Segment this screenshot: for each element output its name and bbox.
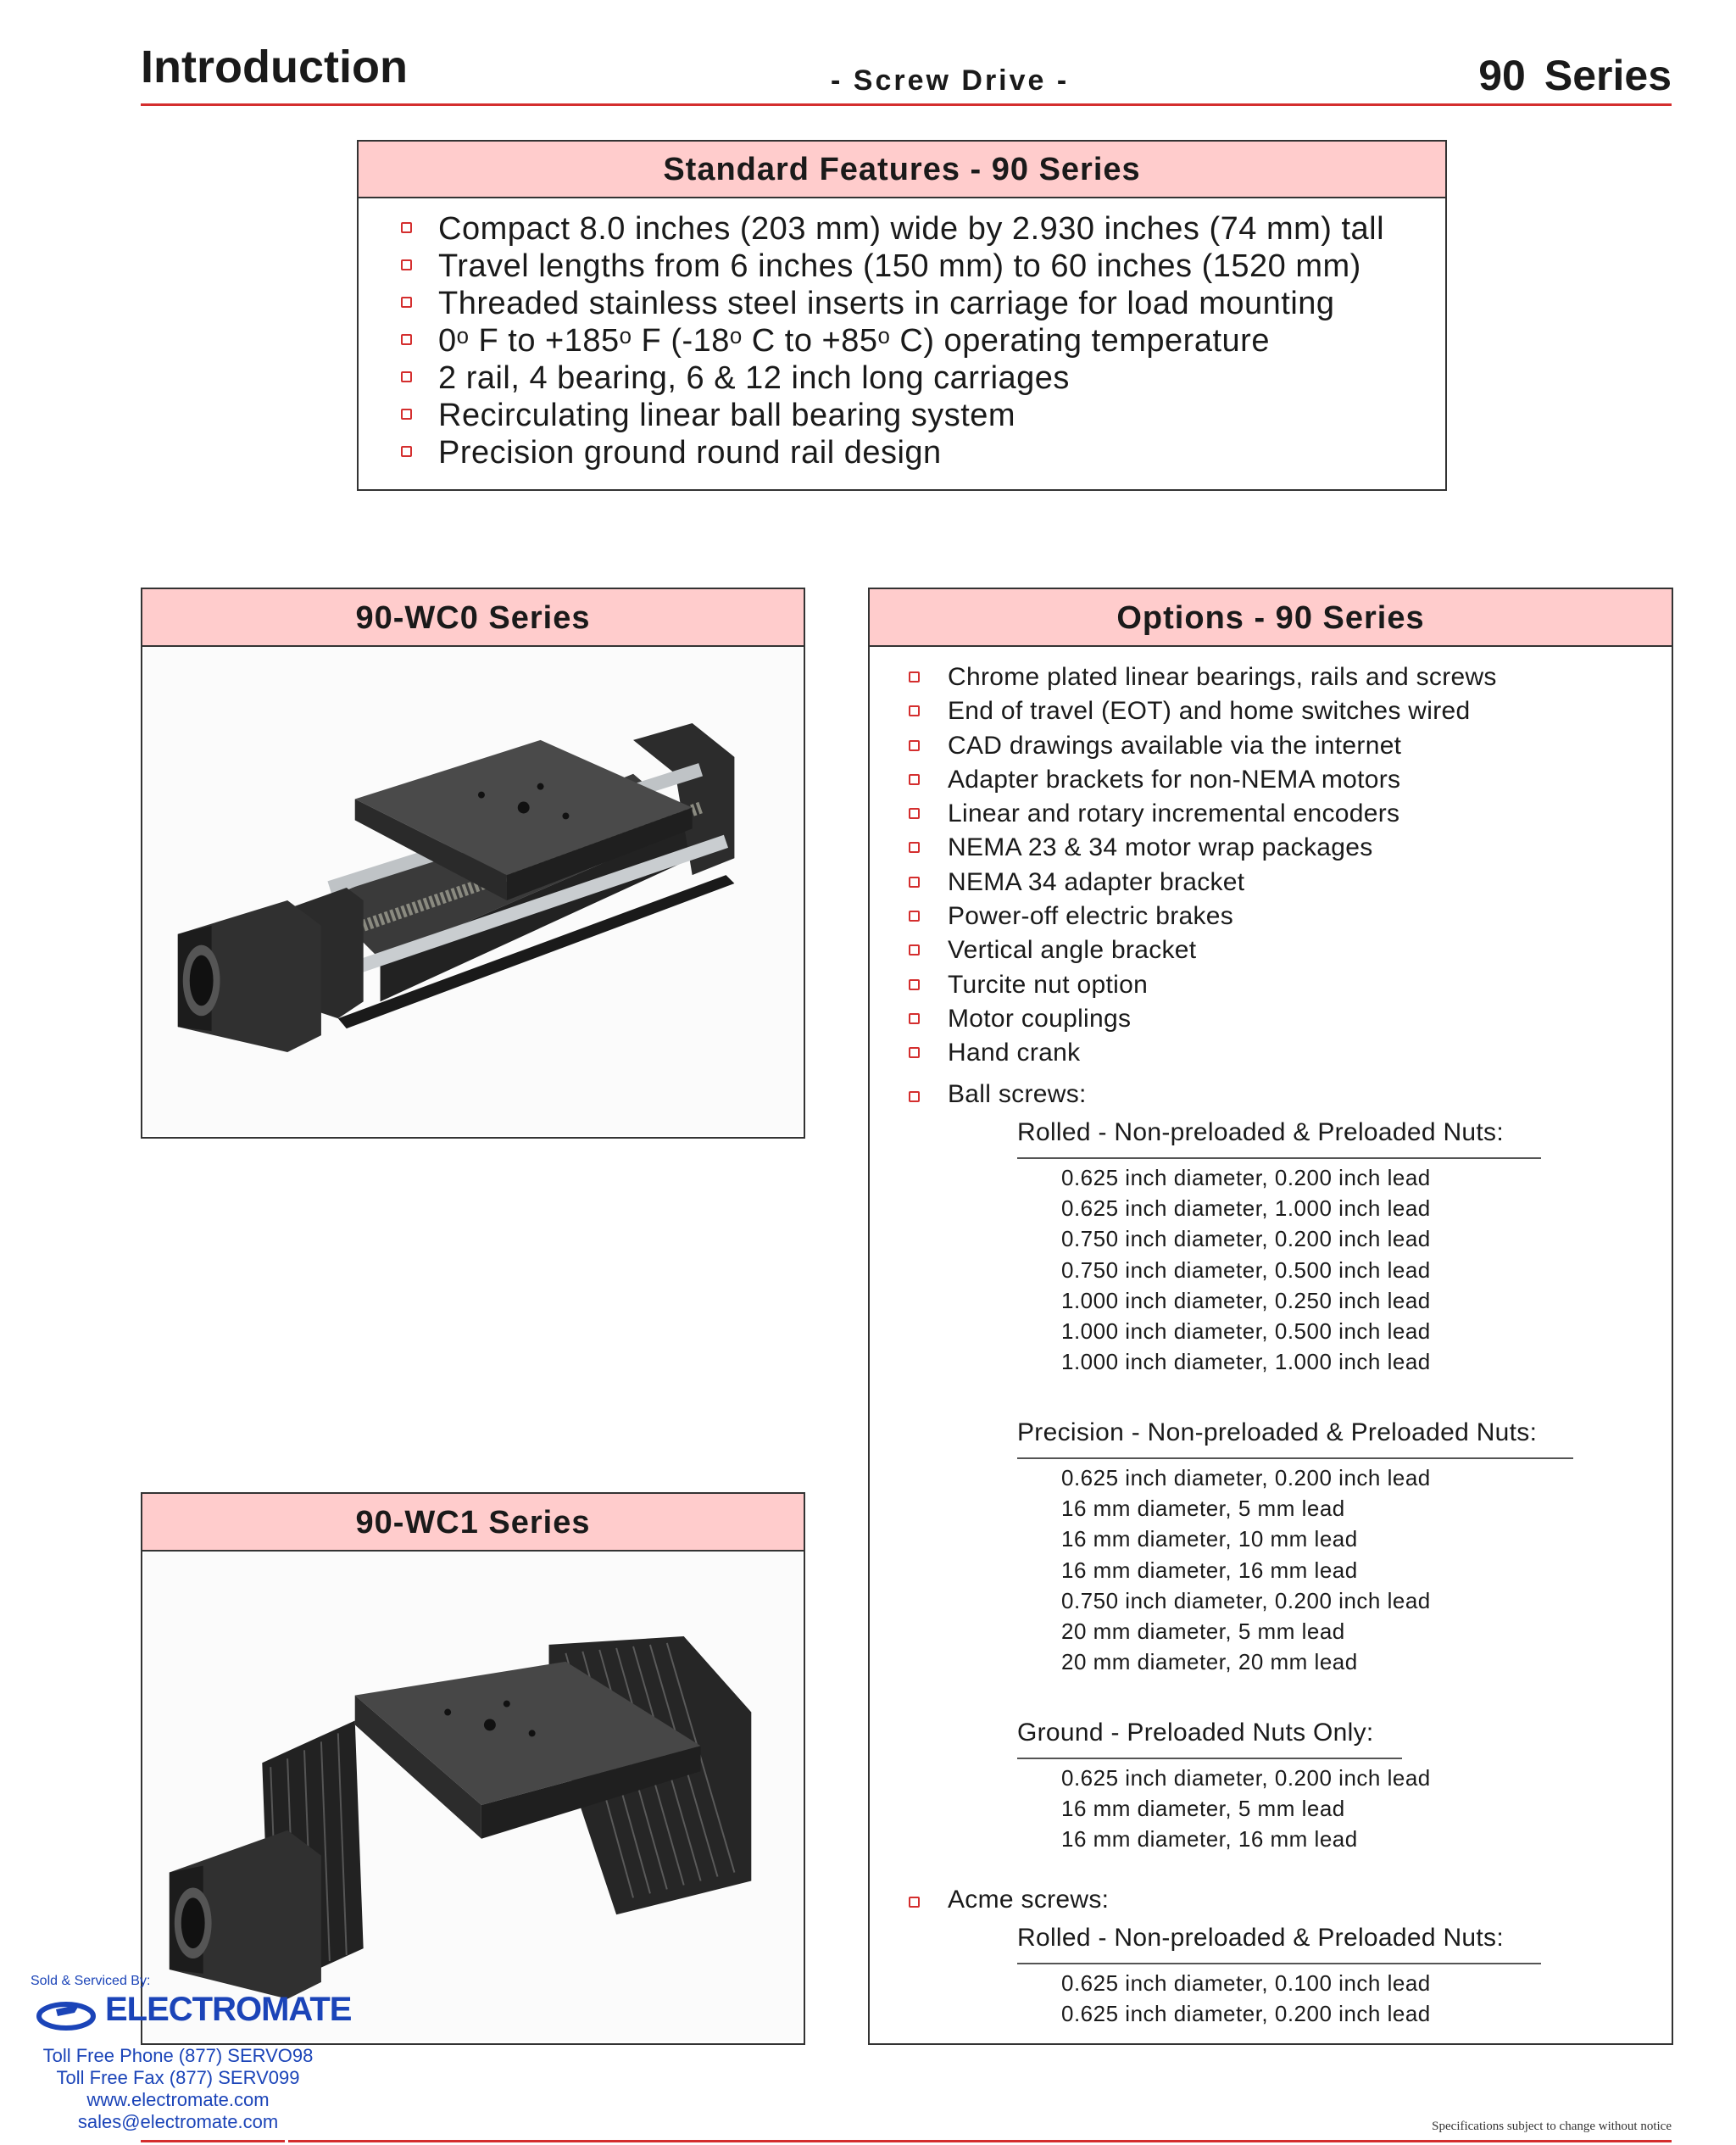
spec-item: 1.000 inch diameter, 1.000 inch lead — [1061, 1349, 1431, 1375]
feature-item: Travel lengths from 6 inches (150 mm) to 60 inches (1520 mm) — [401, 248, 1445, 285]
ball-ground-list — [1061, 1763, 1431, 1855]
wc0-product-photo — [144, 647, 802, 1135]
bellows-stage-illustration — [144, 1552, 802, 2042]
linear-stage-illustration — [144, 647, 802, 1135]
spec-item: 0.625 inch diameter, 0.200 inch lead — [1061, 1165, 1431, 1190]
ball-ground-divider — [1017, 1758, 1402, 1759]
options-list — [909, 660, 1497, 1071]
option-item: Turcite nut option — [909, 968, 1497, 1002]
option-item: Vertical angle bracket — [909, 933, 1497, 967]
option-item: NEMA 34 adapter bracket — [909, 866, 1497, 900]
acme-screws-label: Acme screws: — [909, 1886, 1109, 1914]
footer-divider — [288, 2140, 1672, 2142]
standard-features-list — [359, 198, 1445, 471]
option-item: Power-off electric brakes — [909, 900, 1497, 933]
spec-item: 20 mm diameter, 5 mm lead — [1061, 1618, 1345, 1645]
spec-item: 16 mm diameter, 5 mm lead — [1061, 1796, 1345, 1822]
spec-item: 0.750 inch diameter, 0.200 inch lead — [1061, 1226, 1431, 1252]
page-subtitle: - Screw Drive - — [831, 64, 1070, 97]
spec-item: 1.000 inch diameter, 0.250 inch lead — [1061, 1287, 1431, 1313]
sold-by-label: Sold & Serviced By: — [31, 1974, 151, 1988]
acme-rolled-title: Rolled - Non-preloaded & Preloaded Nuts: — [1017, 1924, 1504, 1952]
spec-item: 0.625 inch diameter, 0.200 inch lead — [1061, 2001, 1431, 2027]
spec-item: 0.750 inch diameter, 0.200 inch lead — [1061, 1587, 1431, 1613]
spec-item: 0.625 inch diameter, 0.200 inch lead — [1061, 1765, 1431, 1791]
option-item: Linear and rotary incremental encoders — [909, 797, 1497, 831]
ball-ground-title: Ground - Preloaded Nuts Only: — [1017, 1719, 1374, 1747]
option-item: End of travel (EOT) and home switches wired — [909, 694, 1497, 728]
spec-item: 0.625 inch diameter, 1.000 inch lead — [1061, 1195, 1431, 1222]
standard-features-box — [357, 140, 1447, 491]
dealer-website-link[interactable]: www.electromate.com — [86, 2089, 270, 2110]
standard-features-title: Standard Features - 90 Series — [359, 142, 1445, 198]
dealer-email-link[interactable]: sales@electromate.com — [77, 2111, 279, 2132]
series-label — [1478, 51, 1672, 100]
spec-item: 20 mm diameter, 20 mm lead — [1061, 1649, 1358, 1675]
spec-item: 16 mm diameter, 10 mm lead — [1061, 1526, 1358, 1552]
wc1-series-title: 90-WC1 Series — [142, 1494, 804, 1552]
feature-item: Threaded stainless steel inserts in carriage for load mounting — [401, 285, 1445, 322]
series-word: Series — [1544, 52, 1672, 99]
wc0-series-title: 90-WC0 Series — [142, 589, 804, 647]
spec-item: 0.750 inch diameter, 0.500 inch lead — [1061, 1256, 1431, 1283]
feature-item: Recirculating linear ball bearing system — [401, 397, 1445, 434]
footer-note: Specifications subject to change without notice — [1432, 2120, 1672, 2133]
footer-divider-left — [141, 2140, 285, 2142]
feature-item: Compact 8.0 inches (203 mm) wide by 2.930 inches (74 mm) tall — [401, 210, 1445, 248]
spec-item: 1.000 inch diameter, 0.500 inch lead — [1061, 1318, 1431, 1345]
option-item: CAD drawings available via the internet — [909, 729, 1497, 763]
spec-item: 0.625 inch diameter, 0.100 inch lead — [1061, 1970, 1431, 1996]
ball-rolled-title: Rolled - Non-preloaded & Preloaded Nuts: — [1017, 1118, 1504, 1146]
wc1-product-photo — [144, 1552, 802, 2042]
dealer-fax: Toll Free Fax (877) SERV099 — [56, 2067, 300, 2088]
ball-rolled-divider — [1017, 1157, 1541, 1159]
wc1-series-box — [141, 1492, 805, 2045]
dealer-name: ELECTROMATE — [105, 1991, 352, 2028]
wc0-series-box — [141, 588, 805, 1139]
options-box — [868, 588, 1673, 2045]
acme-rolled-list — [1061, 1968, 1431, 2029]
acme-rolled-divider — [1017, 1963, 1541, 1964]
series-number: 90 — [1478, 52, 1526, 99]
spec-item: 16 mm diameter, 16 mm lead — [1061, 1826, 1358, 1852]
page-title: Introduction — [141, 42, 408, 92]
spec-item: 16 mm diameter, 5 mm lead — [1061, 1496, 1345, 1522]
options-title: Options - 90 Series — [870, 589, 1672, 647]
ball-rolled-list — [1061, 1162, 1431, 1377]
feature-item: 0ᵒ F to +185ᵒ F (-18ᵒ C to +85ᵒ C) operating temperature — [401, 322, 1445, 359]
ball-precision-divider — [1017, 1457, 1573, 1459]
spec-item: 0.625 inch diameter, 0.200 inch lead — [1061, 1465, 1431, 1490]
option-item: NEMA 23 & 34 motor wrap packages — [909, 831, 1497, 865]
option-item: Hand crank — [909, 1036, 1497, 1070]
dealer-phone: Toll Free Phone (877) SERVO98 — [42, 2045, 314, 2066]
ball-screws-label: Ball screws: — [909, 1080, 1087, 1109]
spec-item: 16 mm diameter, 16 mm lead — [1061, 1557, 1358, 1583]
option-item: Motor couplings — [909, 1002, 1497, 1036]
ball-precision-title: Precision - Non-preloaded & Preloaded Nuts: — [1017, 1418, 1538, 1446]
option-item: Adapter brackets for non-NEMA motors — [909, 763, 1497, 797]
feature-item: 2 rail, 4 bearing, 6 & 12 inch long carriages — [401, 359, 1445, 397]
feature-item: Precision ground round rail design — [401, 434, 1445, 471]
ball-precision-list — [1061, 1462, 1431, 1677]
option-item: Chrome plated linear bearings, rails and screws — [909, 660, 1497, 694]
header-divider — [141, 103, 1672, 106]
